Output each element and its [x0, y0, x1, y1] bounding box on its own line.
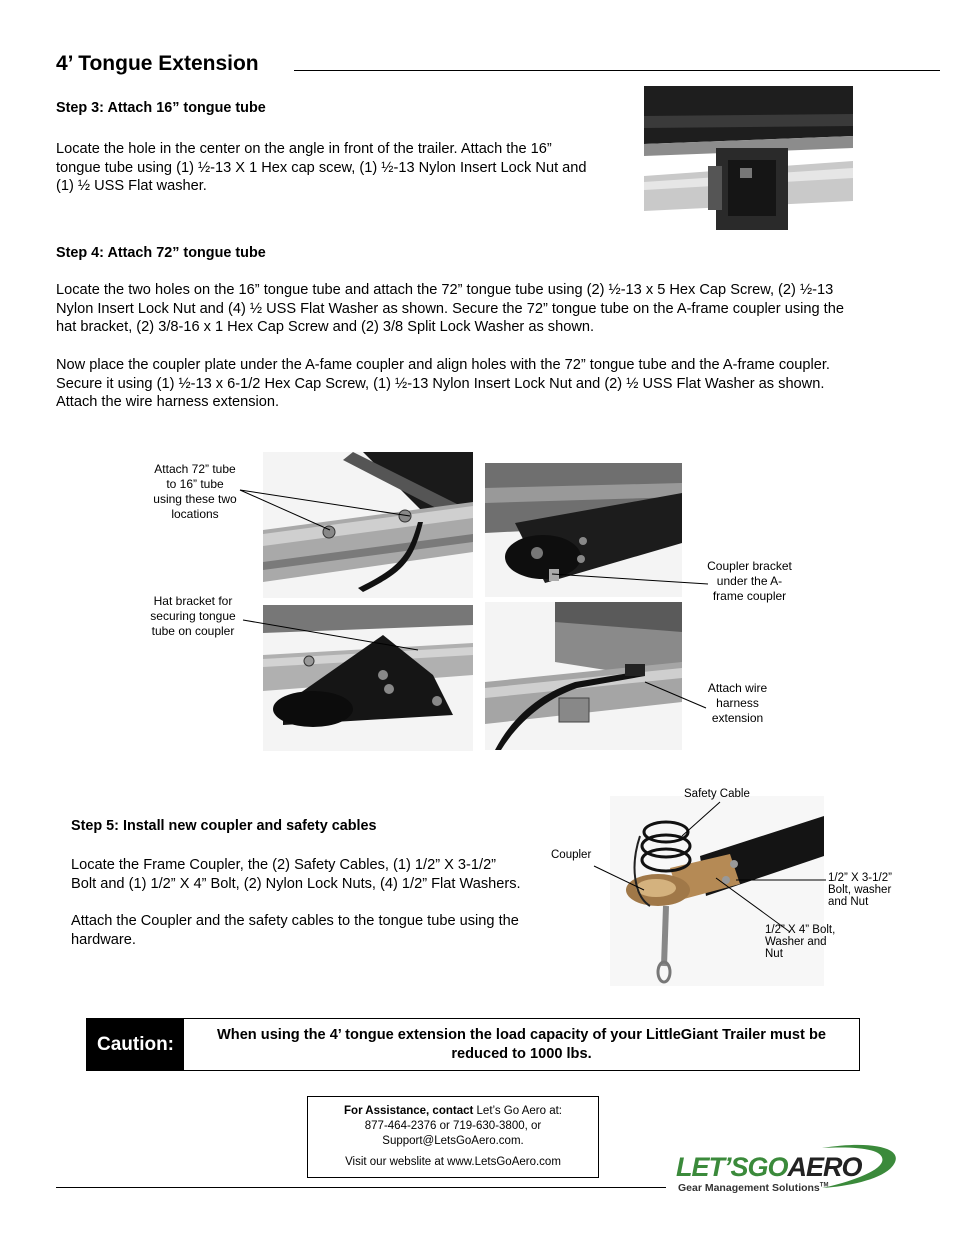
step4-heading: Step 4: Attach 72” tongue tube [56, 245, 266, 261]
callout-bolt-4: 1/2” X 4” Bolt, Washer and Nut [765, 924, 836, 960]
logo-tagline: Gear Management Solutions™ [678, 1182, 829, 1194]
step4-paragraph-2: Now place the coupler plate under the A-fame coupler and align holes with the 72” tongue tube and the A-frame coupler. Secure it using (1) ½-13 x 6-1/2 Hex Cap Screw, (1) ½-13 Nylon Insert Lock Nut and (2) ½ USS Flat Washer as shown. Attach the wire harness extension. [56, 357, 830, 410]
step5-paragraph-1: Locate the Frame Coupler, the (2) Safety Cables, (1) 1/2” X 3-1/2” Bolt and (1) 1/2” X 4” Bolt, (2) Nylon Lock Nuts, (4) 1/2” Flat Washers. [71, 857, 521, 892]
leader-line-coupler [594, 866, 644, 890]
step5-paragraph-2: Attach the Coupler and the safety cables to the tongue tube using the hardware. [71, 913, 519, 948]
step3-text: Locate the hole in the center on the angle in front of the trailer. Attach the 16” tongue tube using (1) ½-13 X 1 Hex cap scew, (1) ½-13 Nylon Insert Lock Nut and (1) ½ USS Flat washer. [56, 141, 587, 194]
assistance-phone: 877-464-2376 or 719-630-3800, or [364, 1120, 542, 1132]
step4-paragraph-1: Locate the two holes on the 16” tongue tube and attach the 72” tongue tube using (2) ½-13 x 5 Hex Cap Screw, (2) ½-13 Nylon Insert Lock Nut and (4) ½ USS Flat Washer as shown. Secure the 72” tongue tube on the A-frame coupler using the hat bracket, (2) 3/8-16 x 1 Hex Cap Screw and (2) 3/8 Split Lock Washer as shown. [56, 282, 844, 335]
caution-box [86, 1018, 860, 1071]
step5-heading: Step 5: Install new coupler and safety cables [71, 818, 377, 834]
caution-message: When using the 4’ tongue extension the load capacity of your LittleGiant Trailer must be reduced to 1000 lbs. [217, 1026, 826, 1062]
assistance-box [307, 1096, 599, 1178]
callout-coupler-bracket: Coupler bracket under the A- frame coupler [707, 559, 792, 603]
caution-label: Caution: [87, 1019, 184, 1070]
assistance-line-1: For Assistance, contact Let’s Go Aero at: [344, 1105, 562, 1117]
leader-line-bolt-4 [716, 878, 790, 932]
callout-wire-harness: Attach wire harness extension [707, 681, 768, 725]
callout-safety-cable: Safety Cable [684, 788, 750, 800]
callout-attach-72-tube: Attach 72” tube to 16” tube using these two locations [153, 462, 237, 521]
assistance-email: Support@LetsGoAero.com. [382, 1135, 524, 1147]
callout-bolt-3-5: 1/2” X 3-1/2” Bolt, washer and Nut [828, 872, 892, 908]
company-logo [672, 1140, 912, 1200]
footer-rule [56, 1187, 666, 1188]
page-title: 4’ Tongue Extension [56, 52, 259, 75]
leader-line-safety-cable [682, 802, 720, 836]
callout-hat-bracket: Hat bracket for securing tongue tube on coupler [150, 594, 236, 638]
assistance-website: Visit our webslite at www.LetsGoAero.com [345, 1156, 561, 1168]
logo-wordmark: LET’SGOAERO [676, 1152, 862, 1182]
callout-coupler: Coupler [551, 849, 592, 861]
step3-heading: Step 3: Attach 16” tongue tube [56, 100, 266, 116]
